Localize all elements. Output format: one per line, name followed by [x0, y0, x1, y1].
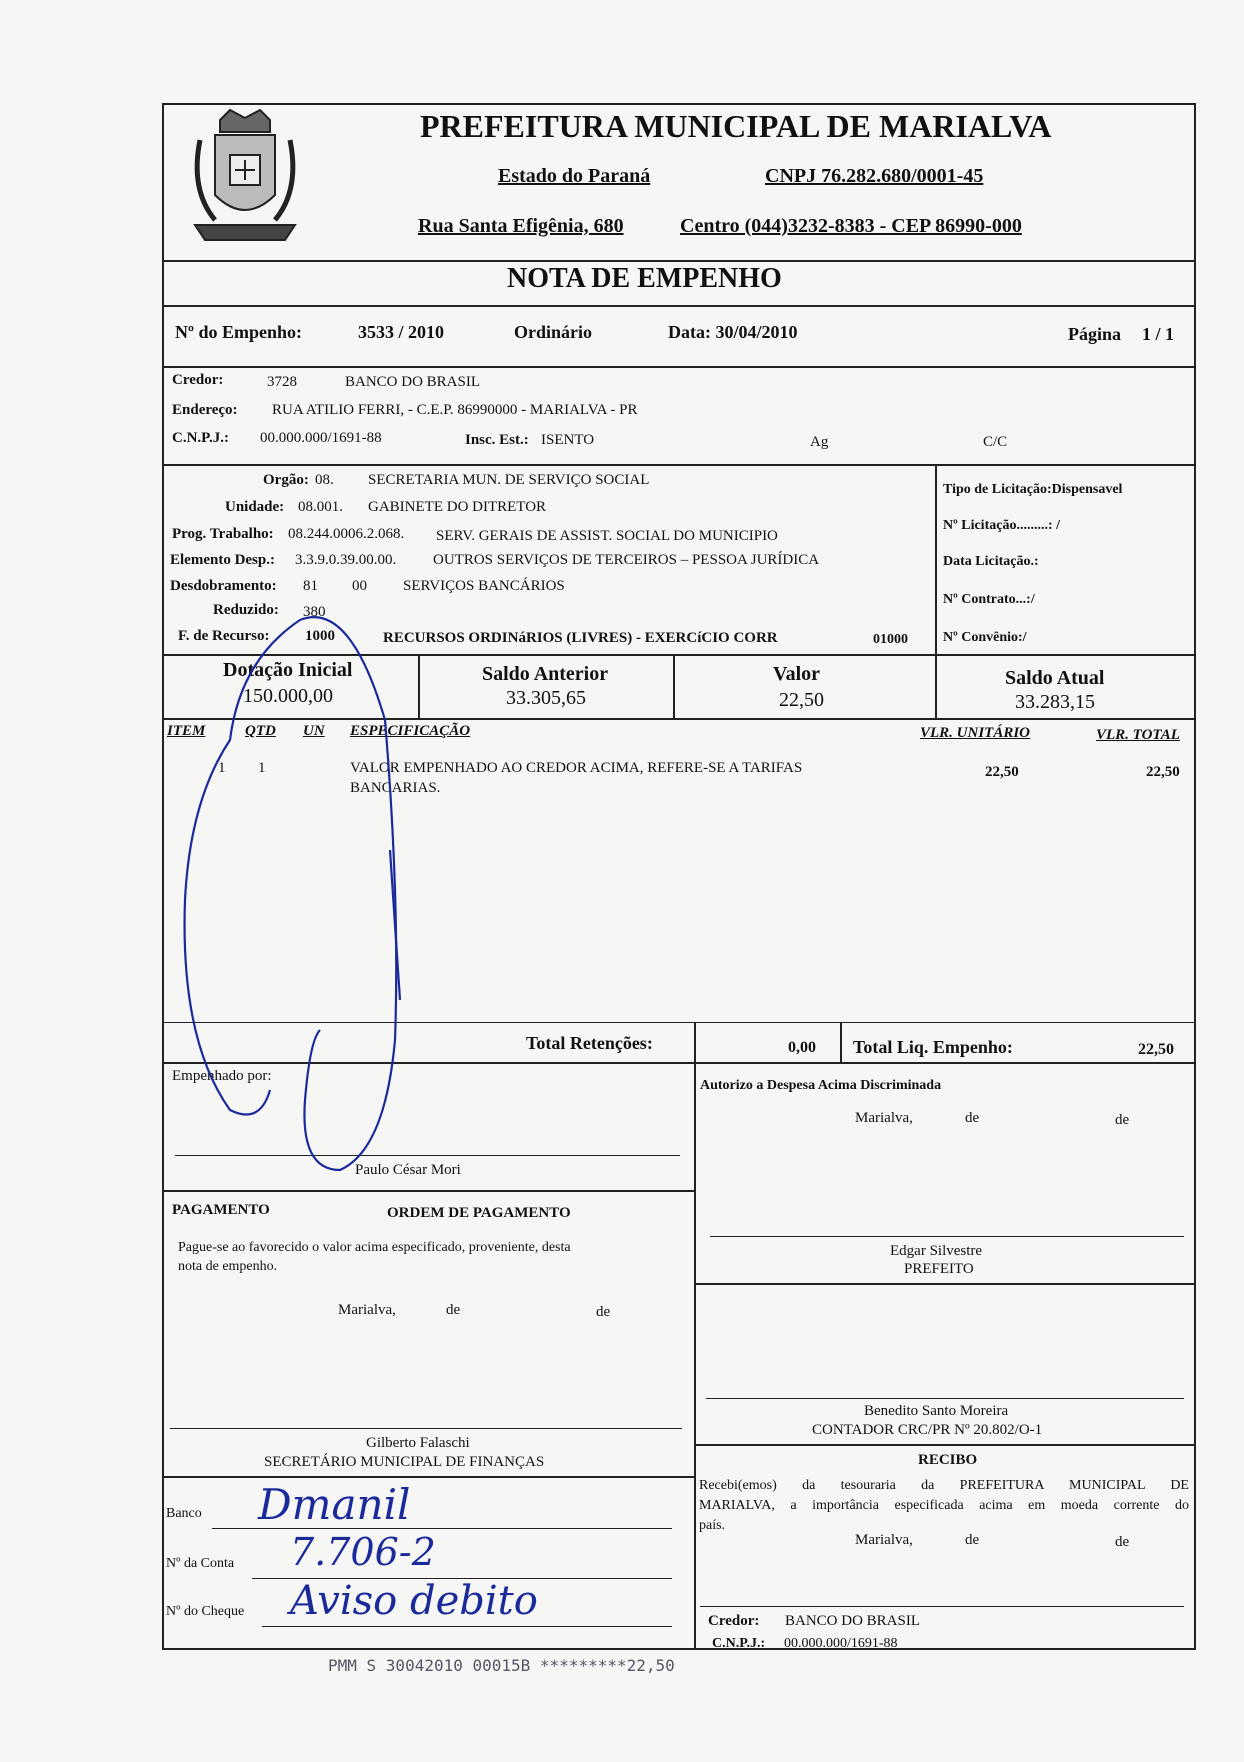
- pagamento-text-2: nota de empenho.: [178, 1259, 278, 1274]
- desdobramento-a: 81: [303, 578, 318, 594]
- elemento-value: OUTROS SERVIÇOS DE TERCEIROS – PESSOA JURÍDICA: [433, 552, 820, 568]
- pagamento-label: PAGAMENTO: [172, 1202, 270, 1218]
- recibo-text-1: Recebi(emos) da tesouraria da PREFEITURA MUNICIPAL DE: [699, 1478, 1189, 1493]
- divider: [162, 1062, 1196, 1064]
- divider: [694, 1022, 696, 1062]
- cheque-handwritten: Aviso debito: [290, 1578, 538, 1624]
- orgao-value: SECRETARIA MUN. DE SERVIÇO SOCIAL: [368, 472, 650, 488]
- elemento-code: 3.3.9.0.39.00.00.: [295, 552, 397, 568]
- conta-label: Nº da Conta: [166, 1556, 235, 1571]
- prog-value: SERV. GERAIS DE ASSIST. SOCIAL DO MUNICIPIO: [436, 528, 778, 544]
- divider: [162, 718, 1196, 720]
- item-qty: 1: [258, 760, 266, 776]
- pagamento-de-2: de: [596, 1304, 611, 1320]
- saldo-atual-label: Saldo Atual: [1005, 667, 1105, 689]
- signature-line: [700, 1606, 1184, 1607]
- saldo-anterior-value: 33.305,65: [506, 687, 586, 709]
- banco-handwritten: Dmanil: [258, 1480, 411, 1529]
- reduzido-label: Reduzido:: [213, 602, 279, 618]
- recibo-text-2: MARIALVA, a importância especificada acima em moeda corrente do: [699, 1498, 1189, 1513]
- ag-label: Ag: [810, 434, 829, 450]
- item-spec-line1: VALOR EMPENHADO AO CREDOR ACIMA, REFERE-SE A TARIFAS: [350, 760, 803, 776]
- pagamento-place: Marialva,: [338, 1302, 396, 1318]
- signature-line: [170, 1428, 682, 1429]
- elemento-label: Elemento Desp.:: [170, 552, 275, 568]
- signature-line: [175, 1155, 680, 1156]
- divider: [694, 1444, 1196, 1446]
- signature-line: [710, 1236, 1184, 1237]
- recibo-credor-value: BANCO DO BRASIL: [785, 1613, 921, 1629]
- cheque-label: Nº do Cheque: [166, 1604, 245, 1619]
- divider: [935, 654, 937, 718]
- recibo-credor-label: Credor:: [708, 1613, 760, 1629]
- recibo-place: Marialva,: [855, 1532, 913, 1548]
- divider: [935, 464, 937, 654]
- contador-name: Benedito Santo Moreira: [864, 1403, 1009, 1419]
- divider: [840, 1022, 842, 1062]
- valor-value: 22,50: [779, 689, 824, 711]
- fonte-number: 01000: [873, 632, 908, 647]
- divider: [162, 1190, 694, 1192]
- col-header-unit-price: VLR. UNITÁRIO: [920, 725, 1031, 741]
- recibo-de-1: de: [965, 1532, 980, 1548]
- fonte-label: F. de Recurso:: [178, 628, 270, 644]
- unidade-value: GABINETE DO DITRETOR: [368, 499, 547, 515]
- coat-of-arms-icon: [180, 100, 310, 260]
- col-header-total: VLR. TOTAL: [1096, 727, 1180, 743]
- ordem-pagamento-label: ORDEM DE PAGAMENTO: [387, 1205, 571, 1221]
- total-liquido-label: Total Liq. Empenho:: [853, 1037, 1013, 1057]
- contrato-number: Nº Contrato...:/: [943, 592, 1035, 607]
- header-address: Rua Santa Efigênia, 680: [418, 215, 624, 237]
- desdobramento-b: 00: [352, 578, 367, 594]
- cnpj-label: C.N.P.J.:: [172, 430, 229, 446]
- recibo-text-3: país.: [699, 1518, 726, 1533]
- total-retencoes-label: Total Retenções:: [526, 1033, 653, 1053]
- divider: [162, 1476, 694, 1478]
- insc-value: ISENTO: [541, 432, 595, 448]
- signature-line: [706, 1398, 1184, 1399]
- recibo-title: RECIBO: [918, 1452, 978, 1468]
- item-unit-price: 22,50: [985, 764, 1019, 780]
- divider: [162, 464, 1196, 466]
- col-header-qtd: QTD: [245, 723, 276, 739]
- saldo-atual-value: 33.283,15: [1015, 691, 1095, 713]
- endereco-value: RUA ATILIO FERRI, - C.E.P. 86990000 - MARIALVA - PR: [272, 402, 638, 418]
- footer-stamp: PMM S 30042010 00015B *********22,50: [328, 1656, 675, 1675]
- cheque-field-line: [262, 1626, 672, 1627]
- recibo-cnpj-value: 00.000.000/1691-88: [784, 1636, 898, 1651]
- conta-handwritten: 7.706-2: [290, 1530, 436, 1574]
- item-total: 22,50: [1146, 764, 1180, 780]
- page-number: 1 / 1: [1142, 324, 1175, 344]
- saldo-anterior-label: Saldo Anterior: [482, 663, 609, 685]
- doc-title: NOTA DE EMPENHO: [507, 263, 782, 294]
- item-number: 1: [218, 760, 226, 776]
- autorizo-place: Marialva,: [855, 1110, 913, 1126]
- credor-label: Credor:: [172, 372, 224, 388]
- col-header-item: ITEM: [167, 723, 206, 739]
- cc-label: C/C: [983, 434, 1008, 450]
- unidade-code: 08.001.: [298, 499, 343, 515]
- autorizo-de-2: de: [1115, 1112, 1130, 1128]
- orgao-label: Orgão:: [263, 472, 309, 488]
- empenho-type: Ordinário: [514, 322, 593, 342]
- dotacao-inicial-label: Dotação Inicial: [223, 659, 353, 681]
- insc-label: Insc. Est.:: [465, 432, 529, 448]
- divider: [418, 654, 420, 718]
- fonte-value: RECURSOS ORDINáRIOS (LIVRES) - EXERCíCIO CORR: [383, 630, 778, 646]
- autorizo-text: Autorizo a Despesa Acima Discriminada: [700, 1078, 942, 1093]
- divider: [162, 654, 1196, 656]
- divider: [162, 305, 1196, 307]
- empenhado-por-label: Empenhado por:: [172, 1068, 272, 1084]
- licitacao-number: Nº Licitação.........: /: [943, 518, 1060, 533]
- empenho-date: Data: 30/04/2010: [668, 322, 798, 342]
- endereco-label: Endereço:: [172, 402, 238, 418]
- secretario-title: SECRETÁRIO MUNICIPAL DE FINANÇAS: [264, 1454, 545, 1470]
- divider: [162, 1022, 1196, 1023]
- header-state: Estado do Paraná: [498, 165, 651, 187]
- divider: [673, 654, 675, 718]
- pagamento-de-1: de: [446, 1302, 461, 1318]
- col-header-spec: ESPECIFICAÇÃO: [350, 723, 471, 739]
- divider: [162, 260, 1196, 262]
- empenho-number: 3533 / 2010: [358, 322, 445, 342]
- credor-name: BANCO DO BRASIL: [345, 374, 481, 390]
- prefeito-title: PREFEITO: [904, 1261, 974, 1277]
- licitacao-date: Data Licitação.:: [943, 554, 1039, 569]
- pagamento-text-1: Pague-se ao favorecido o valor acima especificado, proveniente, desta: [178, 1240, 571, 1255]
- secretario-name: Gilberto Falaschi: [366, 1435, 470, 1451]
- desdobramento-label: Desdobramento:: [170, 578, 277, 594]
- dotacao-inicial-value: 150.000,00: [243, 685, 333, 707]
- reduzido-value: 380: [303, 604, 326, 620]
- fonte-code: 1000: [305, 628, 335, 644]
- cnpj-value: 00.000.000/1691-88: [260, 430, 382, 446]
- recibo-de-2: de: [1115, 1534, 1130, 1550]
- total-retencoes-value: 0,00: [788, 1039, 816, 1056]
- divider: [162, 366, 1196, 368]
- desdobramento-value: SERVIÇOS BANCÁRIOS: [403, 578, 565, 594]
- divider: [694, 1283, 1196, 1285]
- empenho-number-label: Nº do Empenho:: [175, 322, 302, 342]
- col-header-un: UN: [303, 723, 325, 739]
- page-label: Página: [1068, 324, 1122, 344]
- contador-title: CONTADOR CRC/PR Nº 20.802/O-1: [812, 1422, 1043, 1438]
- prog-code: 08.244.0006.2.068.: [288, 526, 405, 542]
- header-title: PREFEITURA MUNICIPAL DE MARIALVA: [420, 108, 1052, 144]
- valor-label: Valor: [773, 663, 821, 685]
- prefeito-name: Edgar Silvestre: [890, 1243, 983, 1259]
- unidade-label: Unidade:: [225, 499, 285, 515]
- divider: [694, 1062, 696, 1650]
- banco-label: Banco: [166, 1506, 202, 1521]
- orgao-code: 08.: [315, 472, 334, 488]
- prog-label: Prog. Trabalho:: [172, 526, 274, 542]
- convenio-number: Nº Convênio:/: [943, 630, 1027, 645]
- empenhado-por-name: Paulo César Mori: [355, 1162, 461, 1178]
- licitacao-type: Tipo de Licitação:Dispensavel: [943, 482, 1123, 497]
- header-cnpj: CNPJ 76.282.680/0001-45: [765, 165, 984, 187]
- recibo-cnpj-label: C.N.P.J.:: [712, 1636, 766, 1651]
- autorizo-de-1: de: [965, 1110, 980, 1126]
- header-contact: Centro (044)3232-8383 - CEP 86990-000: [680, 215, 1022, 237]
- total-liquido-value: 22,50: [1138, 1041, 1174, 1058]
- item-spec-line2: BANCARIAS.: [350, 780, 441, 796]
- credor-code: 3728: [267, 374, 297, 390]
